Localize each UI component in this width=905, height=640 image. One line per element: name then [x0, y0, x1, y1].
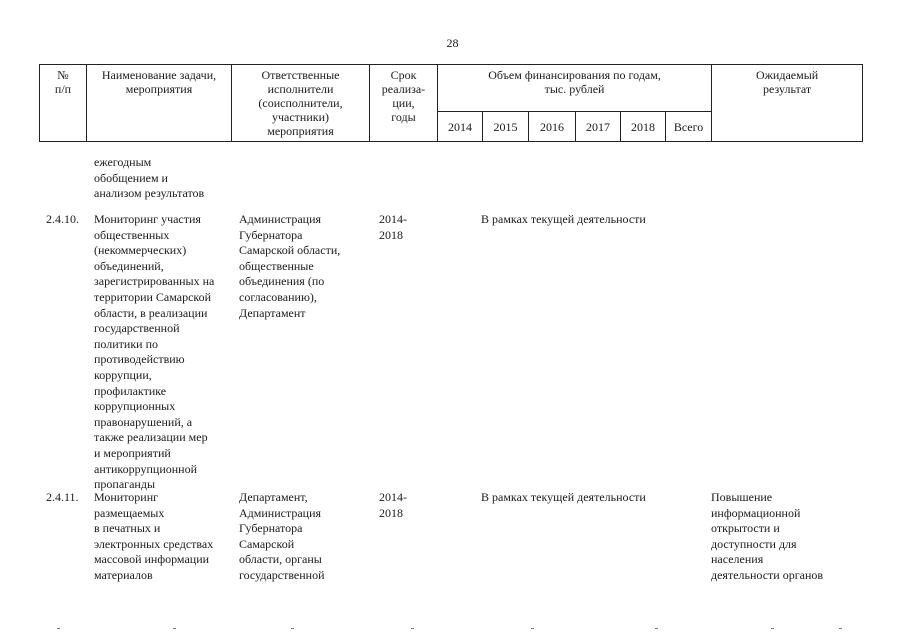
header-num: № п/п: [40, 65, 87, 142]
row-term: 2014- 2018: [379, 212, 407, 242]
header-total: Всего: [666, 112, 712, 142]
row-responsible: Департамент, Администрация Губернатора Самарской области, органы государственной: [239, 490, 325, 582]
continuation-text: ежегодным обобщением и анализом результатов: [94, 155, 205, 201]
header-responsible: Ответственные исполнители (соисполнители, участники) мероприятия: [232, 65, 370, 142]
row-task: Мониторинг размещаемых в печатных и электронных средствах массовой информации материалов: [94, 490, 214, 582]
header-task: Наименование задачи, мероприятия: [87, 65, 232, 142]
header-result: Ожидаемый результат: [712, 65, 863, 142]
header-year: 2016: [529, 112, 576, 142]
header-year: 2015: [483, 112, 529, 142]
row-number: 2.4.11.: [46, 490, 79, 504]
header-year: 2018: [621, 112, 666, 142]
header-term: Срок реализа- ции, годы: [370, 65, 438, 142]
row-task: Мониторинг участия общественных (некоммерческих) объединений, зарегистрированных на территории Самарской области, в реализации государственной политики по противодействию коррупции, профилактике коррупционных правонарушений, а также реализации мер и мероприятий антикоррупционной пропаганды: [94, 212, 215, 492]
row-financing: В рамках текущей деятельности: [481, 490, 646, 504]
row-responsible: Администрация Губернатора Самарской области, общественные объединения (по согласованию), Департамент: [239, 212, 341, 320]
row-term: 2014- 2018: [379, 490, 407, 520]
row-financing: В рамках текущей деятельности: [481, 212, 646, 226]
row-result: Повышение информационной открытости и доступности для населения деятельности органов: [711, 490, 824, 582]
page-number: 28: [446, 36, 459, 50]
header-table: [39, 64, 863, 142]
header-financing: Объем финансирования по годам, тыс. рублей: [438, 65, 712, 112]
row-number: 2.4.10.: [46, 212, 79, 226]
scan-dotted-line: [55, 624, 845, 634]
header-year: 2014: [438, 112, 483, 142]
header-year: 2017: [576, 112, 621, 142]
